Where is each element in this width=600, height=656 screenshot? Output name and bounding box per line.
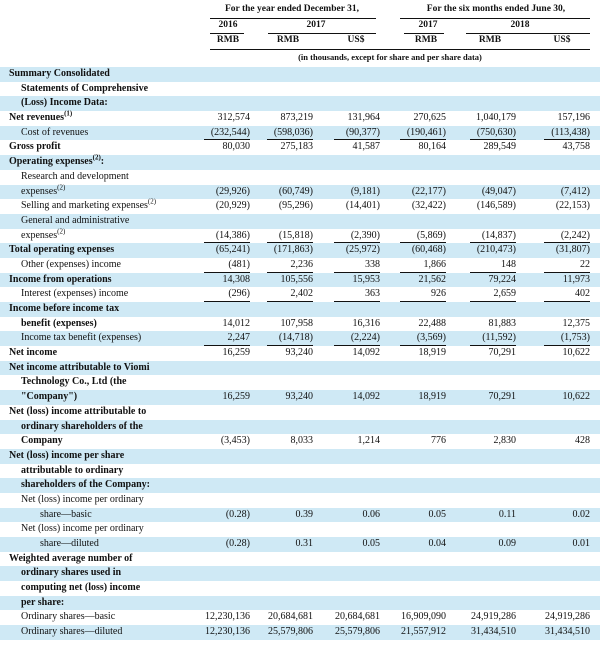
header-year-2017b-rule: [404, 33, 444, 34]
cell-value: 2,236: [290, 258, 313, 270]
table-row: [0, 610, 600, 625]
cell-value: 275,183: [280, 141, 313, 153]
cell-value: (14,837): [481, 229, 516, 241]
row-label: [21, 227, 66, 241]
row-label-text: Selling and marketing expenses: [21, 200, 148, 212]
row-label: [21, 627, 122, 637]
row-label-text: Ordinary shares—basic: [21, 611, 116, 623]
cell-value: 148: [501, 258, 516, 270]
row-label: [9, 275, 112, 285]
cell-value: 14,308: [222, 273, 250, 285]
row-label: [21, 197, 157, 212]
header-year-group-rule: [210, 18, 376, 19]
row-label-text: Other (expenses) income: [21, 258, 121, 270]
row-label: [21, 422, 143, 432]
cell-value: 14,092: [352, 347, 380, 359]
cell-value: (9,181): [350, 185, 380, 197]
row-label: [9, 554, 132, 564]
cell-value: (31,807): [555, 244, 590, 256]
row-label-suffix: :: [100, 156, 105, 168]
cell-value: 0.39: [295, 508, 313, 520]
cell-value: 0.06: [362, 508, 380, 520]
row-label-text: ordinary shareholders of the: [21, 420, 143, 432]
statement-rows: [0, 67, 600, 640]
cell-value: (750,630): [476, 126, 516, 138]
cell-value: 25,579,806: [268, 626, 313, 638]
row-label-text: ordinary shares used in: [21, 567, 122, 579]
row-label-text: attributable to ordinary: [21, 464, 124, 476]
cell-value: 1,866: [423, 258, 446, 270]
row-label-text: Weighted average number of: [9, 552, 133, 564]
cell-value: (0.28): [225, 508, 250, 520]
header-currency-rule: [210, 49, 590, 50]
row-label: [21, 377, 126, 387]
row-label-text: Technology Co., Ltd (the: [21, 376, 127, 388]
cell-value: 0.02: [572, 508, 590, 520]
cell-value: (598,036): [273, 126, 313, 138]
row-label: [21, 98, 108, 108]
cell-value: (481): [228, 258, 250, 270]
cell-value: 41,587: [352, 141, 380, 153]
row-label-text: computing net (loss) income: [21, 582, 141, 594]
header-year-2018-six-months: 2018: [510, 20, 530, 30]
cell-value: (95,296): [278, 200, 313, 212]
row-label: [21, 183, 66, 197]
row-label: [9, 348, 57, 358]
cell-value: 70,291: [488, 391, 516, 403]
cell-value: (3,569): [416, 332, 446, 344]
cell-value: (32,422): [411, 200, 446, 212]
row-label-text: Operating expenses: [9, 156, 93, 168]
table-row: [0, 317, 600, 332]
row-label-text: Net (loss) income attributable to: [9, 405, 147, 417]
table-row: [0, 331, 600, 346]
table-row: [0, 243, 600, 258]
cell-value: 0.04: [428, 538, 446, 549]
table-row: [0, 155, 600, 170]
cell-value: 15,953: [352, 273, 380, 285]
cell-value: (14,386): [215, 229, 250, 241]
row-label: [21, 172, 129, 182]
cell-value: (49,047): [481, 185, 516, 197]
cell-value: 776: [431, 435, 446, 447]
header-year-2016-rule: [210, 33, 244, 34]
header-year-2017-six-months: 2017: [418, 20, 438, 30]
cell-value: 16,259: [222, 391, 250, 403]
cell-value: 20,684,681: [268, 611, 313, 623]
table-row: [0, 522, 600, 537]
cell-value: (1,753): [560, 332, 590, 344]
header-year-2018-rule: [466, 33, 590, 34]
cell-value: 926: [431, 288, 446, 300]
cell-value: 14,092: [352, 391, 380, 403]
table-row: [0, 537, 600, 552]
row-label-text: expenses: [21, 185, 58, 197]
cell-value: 2,247: [227, 332, 250, 344]
cell-value: (3,453): [220, 435, 250, 447]
cell-value: (29,926): [215, 185, 250, 197]
table-row: [0, 170, 600, 185]
header-currency-6: US$: [553, 35, 571, 45]
cell-value: 0.31: [295, 538, 313, 549]
cell-value: 131,964: [347, 112, 380, 124]
cell-value: (113,438): [551, 126, 590, 138]
cell-value: 0.05: [428, 508, 446, 520]
header-currency-3: US$: [347, 35, 365, 45]
row-label: [9, 407, 146, 417]
table-row: [0, 96, 600, 111]
footnote-marker: (2): [147, 197, 157, 206]
cell-value: 2,659: [493, 288, 516, 300]
row-label: [21, 466, 123, 476]
cell-value: 2,402: [290, 288, 313, 300]
table-row: [0, 199, 600, 214]
row-label-text: (Loss) Income Data:: [21, 97, 108, 109]
table-row: [0, 67, 600, 82]
row-label: [9, 69, 110, 79]
footnote-marker: (2): [57, 183, 66, 192]
cell-value: (232,544): [210, 126, 250, 138]
table-row: [0, 464, 600, 479]
cell-value: 31,434,510: [471, 626, 516, 638]
row-label-text: Cost of revenues: [21, 126, 89, 138]
cell-value: (20,929): [215, 200, 250, 212]
row-label: [21, 480, 150, 490]
row-label: [21, 128, 88, 138]
table-row: [0, 126, 600, 141]
row-label-text: Research and development: [21, 170, 129, 182]
row-label: [21, 319, 97, 329]
cell-value: 93,240: [285, 391, 313, 403]
row-label: [21, 333, 141, 343]
row-label: [9, 363, 150, 373]
cell-value: (22,153): [555, 200, 590, 212]
table-row: [0, 390, 600, 405]
row-label: [9, 142, 61, 152]
cell-value: 16,316: [352, 317, 380, 329]
cell-value: 873,219: [280, 112, 313, 124]
cell-value: 8,033: [290, 435, 313, 447]
table-row: [0, 346, 600, 361]
table-row: [0, 625, 600, 640]
table-row: [0, 82, 600, 97]
row-label: [9, 245, 114, 255]
row-label: [40, 510, 92, 520]
table-row: [0, 214, 600, 229]
row-label: [40, 539, 99, 549]
cell-value: 428: [575, 435, 590, 447]
cell-value: 363: [365, 288, 380, 300]
cell-value: (171,863): [273, 244, 313, 256]
row-label-text: benefit (expenses): [21, 317, 97, 329]
cell-value: (2,390): [350, 229, 380, 241]
cell-value: (90,377): [345, 126, 380, 138]
table-row: [0, 434, 600, 449]
row-label: [9, 109, 73, 124]
row-label: [21, 216, 129, 226]
cell-value: 22: [580, 258, 590, 270]
row-label-text: Income from operations: [9, 273, 112, 285]
row-label-text: share—basic: [40, 508, 92, 520]
cell-value: 25,579,806: [335, 626, 380, 638]
table-row: [0, 287, 600, 302]
table-row: [0, 552, 600, 567]
row-label: [21, 260, 121, 270]
cell-value: 43,758: [562, 141, 590, 153]
cell-value: (60,749): [278, 185, 313, 197]
cell-value: (146,589): [476, 200, 516, 212]
row-label-text: shareholders of the Company:: [21, 479, 150, 491]
cell-value: 16,909,090: [401, 611, 446, 623]
cell-value: 12,230,136: [205, 626, 250, 638]
cell-value: 18,919: [418, 347, 446, 359]
row-label-text: Net (loss) income per ordinary: [21, 493, 144, 505]
cell-value: (11,592): [482, 332, 516, 344]
row-label-text: Ordinary shares—diluted: [21, 626, 123, 638]
cell-value: (190,461): [406, 126, 446, 138]
cell-value: 338: [365, 258, 380, 270]
row-label: [21, 495, 144, 505]
cell-value: (2,224): [350, 332, 380, 344]
row-label-text: Summary Consolidated: [9, 68, 110, 79]
cell-value: (22,177): [411, 185, 446, 197]
cell-value: 270,625: [413, 112, 446, 124]
row-label-text: Income before income tax: [9, 303, 120, 314]
table-row: [0, 361, 600, 376]
row-label-text: per share:: [21, 596, 65, 608]
row-label: [9, 304, 119, 314]
cell-value: 107,958: [280, 317, 313, 329]
table-row: [0, 405, 600, 420]
header-six-month-group: For the six months ended June 30,: [426, 4, 566, 14]
row-label: [21, 392, 77, 402]
cell-value: 21,562: [418, 273, 446, 285]
cell-value: 289,549: [483, 141, 516, 153]
row-label: [21, 583, 140, 593]
header-currency-2: RMB: [276, 35, 300, 45]
row-label-text: share—diluted: [40, 538, 99, 549]
row-label-text: Company: [21, 435, 63, 447]
cell-value: (60,468): [411, 244, 446, 256]
cell-value: (25,972): [345, 244, 380, 256]
cell-value: 70,291: [488, 347, 516, 359]
table-row: [0, 185, 600, 200]
table-row: [0, 302, 600, 317]
row-label-text: "Company"): [21, 391, 78, 403]
row-label-text: Income tax benefit (expenses): [21, 332, 142, 344]
row-label-text: General and administrative: [21, 214, 130, 226]
cell-value: (14,401): [345, 200, 380, 212]
row-label: [9, 153, 105, 168]
cell-value: 18,919: [418, 391, 446, 403]
row-label: [21, 612, 115, 622]
cell-value: (0.28): [225, 538, 250, 549]
row-label: [21, 524, 144, 534]
header-year-2017-rule: [268, 33, 376, 34]
cell-value: 12,230,136: [205, 611, 250, 623]
cell-value: (65,241): [215, 244, 250, 256]
table-row: [0, 508, 600, 523]
cell-value: 20,684,681: [335, 611, 380, 623]
cell-value: (2,242): [560, 229, 590, 241]
cell-value: 0.09: [498, 538, 516, 549]
cell-value: 1,214: [357, 435, 380, 447]
row-label: [21, 598, 64, 608]
row-label: [21, 436, 63, 446]
table-row: [0, 229, 600, 244]
cell-value: 22,488: [418, 317, 446, 329]
header-year-group: For the year ended December 31,: [224, 4, 360, 14]
table-row: [0, 449, 600, 464]
cell-value: 24,919,286: [471, 611, 516, 623]
table-row: [0, 258, 600, 273]
cell-value: (14,718): [278, 332, 313, 344]
header-currency-1: RMB: [216, 35, 240, 45]
cell-value: 81,883: [488, 317, 516, 329]
cell-value: 2,830: [493, 435, 516, 447]
cell-value: 31,434,510: [545, 626, 590, 638]
row-label: [21, 84, 148, 94]
cell-value: (5,869): [416, 229, 446, 241]
cell-value: (210,473): [476, 244, 516, 256]
row-label-text: Net revenues: [9, 112, 65, 124]
table-row: [0, 140, 600, 155]
cell-value: 80,030: [222, 141, 250, 153]
row-label-text: Statements of Comprehensive: [21, 82, 149, 94]
cell-value: 24,919,286: [545, 611, 590, 623]
header-units-note: (in thousands, except for share and per share data): [298, 52, 482, 62]
cell-value: 0.11: [498, 508, 516, 520]
cell-value: 80,164: [418, 141, 446, 153]
table-row: [0, 581, 600, 596]
cell-value: 157,196: [557, 112, 590, 124]
cell-value: 16,259: [222, 347, 250, 359]
row-label-text: Net income: [9, 347, 58, 359]
cell-value: 11,973: [562, 273, 590, 285]
row-label-text: Net (loss) income per share: [9, 449, 125, 461]
cell-value: 1,040,179: [476, 112, 516, 124]
row-label: [9, 451, 124, 461]
cell-value: (296): [228, 288, 250, 300]
row-label-text: Gross profit: [9, 141, 61, 153]
table-row: [0, 596, 600, 611]
row-label: [21, 568, 121, 578]
cell-value: 0.05: [362, 538, 380, 549]
cell-value: 312,574: [217, 112, 250, 124]
footnote-marker: (2): [57, 227, 66, 236]
row-label-text: Interest (expenses) income: [21, 288, 129, 300]
footnote-marker: (2): [92, 153, 101, 162]
table-row: [0, 420, 600, 435]
row-label-text: Total operating expenses: [9, 244, 115, 256]
cell-value: 402: [575, 288, 590, 300]
header-year-2016: 2016: [218, 20, 238, 30]
table-row: [0, 478, 600, 493]
header-currency-5: RMB: [478, 35, 502, 45]
row-label-text: expenses: [21, 229, 58, 241]
cell-value: 14,012: [222, 317, 250, 329]
cell-value: 10,622: [562, 347, 590, 359]
table-row: [0, 273, 600, 288]
row-label-text: Net income attributable to Viomi: [9, 361, 150, 373]
cell-value: 93,240: [285, 347, 313, 359]
header-year-2017-annual: 2017: [306, 20, 326, 30]
header-currency-4: RMB: [414, 35, 438, 45]
cell-value: 10,622: [562, 391, 590, 403]
cell-value: (7,412): [560, 185, 590, 197]
row-label-text: Net (loss) income per ordinary: [21, 523, 144, 535]
header-six-month-group-rule: [400, 18, 590, 19]
cell-value: 12,375: [562, 317, 590, 329]
table-row: [0, 111, 600, 126]
table-row: [0, 375, 600, 390]
row-label: [21, 289, 128, 299]
cell-value: 105,556: [280, 273, 313, 285]
cell-value: 0.01: [572, 538, 590, 549]
cell-value: 21,557,912: [401, 626, 446, 638]
footnote-marker: (1): [64, 109, 73, 118]
cell-value: (15,818): [278, 229, 313, 241]
table-row: [0, 566, 600, 581]
table-row: [0, 493, 600, 508]
cell-value: 79,224: [488, 273, 516, 285]
